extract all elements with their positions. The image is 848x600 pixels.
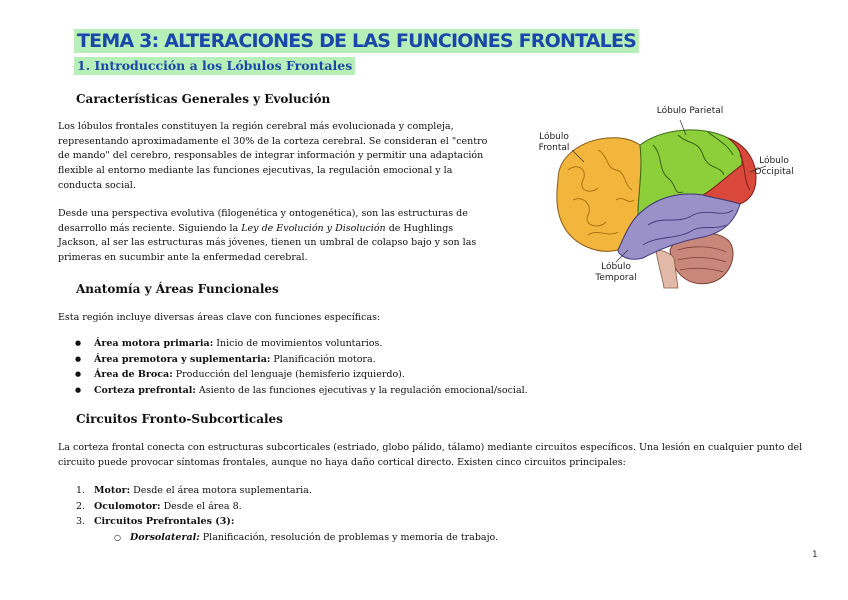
label-text: Lóbulo (539, 132, 569, 142)
ring-bullet-icon: ○ (114, 532, 121, 542)
label-text: Lóbulo (759, 156, 789, 166)
list-item (58, 514, 498, 530)
sub-list-item (58, 530, 498, 546)
area-desc: Planificación motora. (270, 353, 376, 365)
circuit-desc: Desde el área 8. (160, 500, 242, 512)
label-occipital (748, 156, 800, 178)
circuit-name: Oculomotor: (94, 500, 161, 512)
label-text: Temporal (595, 273, 637, 283)
brain-figure (528, 100, 792, 290)
law-name: Ley de Evolución y Disolución (241, 222, 386, 234)
circuits-list (58, 483, 498, 545)
area-desc: Inicio de movimientos voluntarios. (213, 338, 383, 349)
list-item (58, 352, 528, 368)
area-name: Área premotora y suplementaria: (94, 353, 271, 365)
anatomy-intro: Esta región incluye diversas áreas clave con funciones específicas: (58, 312, 381, 323)
circuit-sub-name: Dorsolateral: (130, 531, 200, 543)
label-text: Occipital (754, 167, 794, 177)
area-name: Área motora primaria: (94, 338, 214, 349)
paragraph-text: Desde una perspectiva evolutiva (filogenética y ontogenética), son las estructuras de desarrollo más reciente. Siguiendo la (58, 208, 468, 234)
area-desc: Asiento de las funciones ejecutivas y la regulación emocional/social. (195, 384, 528, 396)
circuit-name: Motor: (94, 485, 131, 496)
heading-anatomy: Anatomía y Áreas Funcionales (76, 282, 279, 296)
circuits-intro: La corteza frontal conecta con estructuras subcorticales (estriado, globo pálido, tálamo) mediante circuitos específicos. Una lesión en cualquier punto del circuito puede provocar síntomas frontales, aunque no haya daño cortical directo. Existen cinco circuitos principales: (58, 442, 803, 468)
label-frontal (530, 132, 578, 154)
list-item (58, 499, 498, 515)
list-item (58, 336, 528, 352)
item-number: 1. (76, 485, 86, 496)
area-name: Corteza prefrontal: (94, 384, 196, 396)
label-parietal: Lóbulo Parietal (656, 106, 724, 116)
label-temporal (588, 262, 644, 284)
circuit-sub-desc: Planificación, resolución de problemas y memoria de trabajo. (199, 531, 499, 543)
label-text: Frontal (538, 143, 570, 153)
brain-illustration (528, 100, 792, 290)
circuit-name: Circuitos Prefrontales (3): (94, 516, 235, 527)
item-number: 3. (76, 516, 86, 527)
page-number: 1 (812, 550, 818, 560)
document-title: TEMA 3: ALTERACIONES DE LAS FUNCIONES FRONTALES (74, 29, 639, 53)
item-number: 2. (76, 500, 86, 512)
list-item (58, 367, 528, 383)
areas-list (58, 336, 528, 398)
section-title: 1. Introducción a los Lóbulos Frontales (74, 57, 355, 75)
heading-circuits: Circuitos Fronto-Subcorticales (76, 412, 283, 426)
area-name: Área de Broca: (94, 369, 173, 380)
general-paragraph-2 (58, 207, 490, 266)
paragraph-text: de Hughlings Jackson, al ser las estructuras más jóvenes, tienen un umbral de colapso bajo y son las primeras en sucumbir ante la enfermedad cerebral. (58, 222, 477, 264)
area-desc: Producción del lenguaje (hemisferio izquierdo). (172, 369, 405, 380)
general-paragraph-1: Los lóbulos frontales constituyen la región cerebral más evolucionada y compleja, representando aproximadamente el 30% de la corteza cerebral. Se consideran el "centro de mando" del cerebro, responsables de integrar información y permitir una adaptación flexible al entorno mediante las funciones ejecutivas, la regulación emocional y la conducta social. (58, 121, 488, 191)
label-text: Lóbulo (601, 262, 631, 272)
circuit-desc: Desde el área motora suplementaria. (130, 485, 312, 496)
list-item (58, 383, 528, 399)
heading-general: Características Generales y Evolución (76, 92, 331, 106)
list-item (58, 483, 498, 499)
